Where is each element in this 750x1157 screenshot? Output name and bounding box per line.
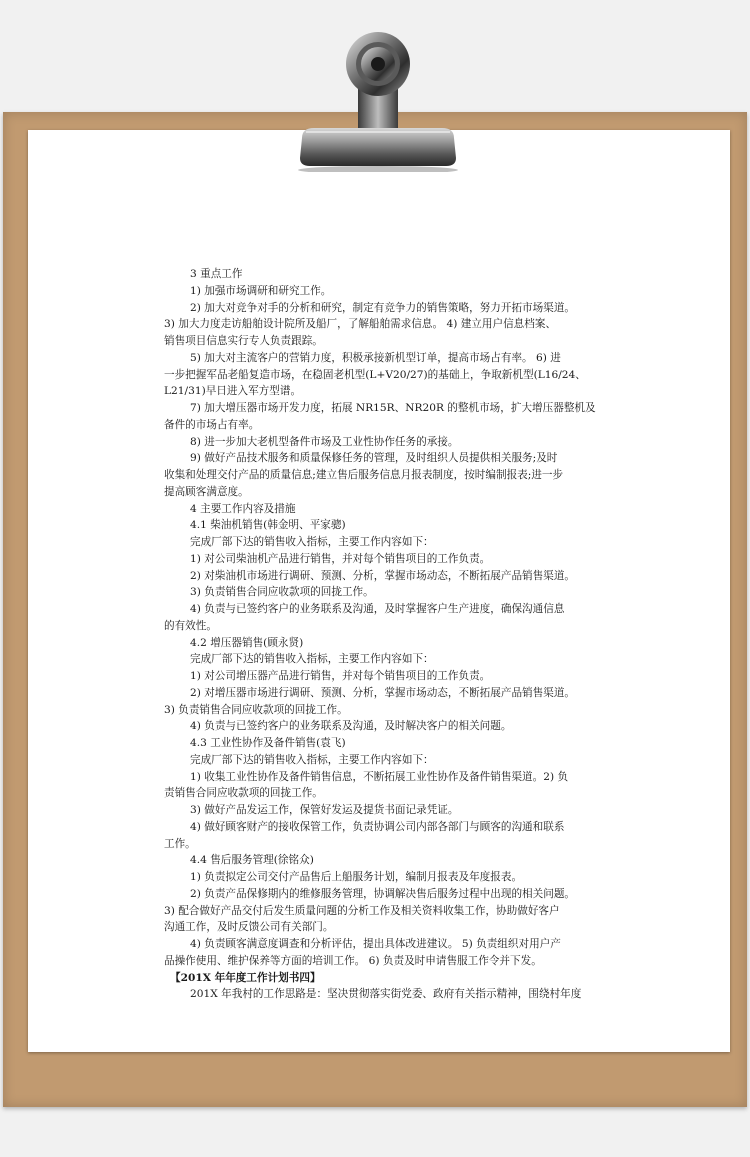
text-line: 3) 负责销售合同应收款项的回拢工作。 <box>164 703 348 716</box>
binder-clip-icon <box>290 20 466 172</box>
text-line: 3) 负责销售合同应收款项的回拢工作。 <box>190 586 374 599</box>
text-line: 责销售合同应收款项的回拢工作。 <box>164 787 323 800</box>
text-line: 9) 做好产品技术服务和质量保修任务的管理，及时组织人员提供相关服务;及时 <box>190 452 558 465</box>
text-line: 3) 配合做好产品交付后发生质量问题的分析工作及相关资料收集工作，协助做好客户 <box>164 904 560 917</box>
text-line: 4 主要工作内容及措施 <box>190 502 296 515</box>
text-line: 1) 负责拟定公司交付产品售后上船服务计划，编制月报表及年度报表。 <box>190 871 523 883</box>
text-line: 完成厂部下达的销售收入指标，主要工作内容如下： <box>190 753 434 766</box>
text-line: 一步把握军品老船复造市场，在稳固老机型(L+V20/27)的基础上，争取新机型(L16/24、 <box>164 368 586 381</box>
text-line: 1) 加强市场调研和研究工作。 <box>190 284 332 297</box>
text-line: 1) 对公司柴油机产品进行销售，并对每个销售项目的工作负责。 <box>190 552 491 565</box>
text-line: 4.2 增压器销售(顾永贤) <box>190 636 304 649</box>
text-line: L21/31)早日进入军方型谱。 <box>164 385 302 398</box>
text-line: 4.3 工业性协作及备件销售(袁飞) <box>190 737 346 749</box>
text-line: 1) 收集工业性协作及备件销售信息，不断拓展工业性协作及备件销售渠道。2) 负 <box>190 770 569 783</box>
text-line: 201X 年我村的工作思路是：坚决贯彻落实街党委、政府有关指示精神，围绕村年度 <box>190 988 582 1001</box>
text-line: 工作。 <box>164 837 196 850</box>
text-line: 2) 对柴油机市场进行调研、预测、分析，掌握市场动态，不断拓展产品销售渠道。 <box>190 569 576 582</box>
text-line: 品操作使用、维护保养等方面的培训工作。 6) 负责及时申请售服工作令并下发。 <box>164 954 542 967</box>
text-line: 完成厂部下达的销售收入指标，主要工作内容如下： <box>190 653 434 666</box>
text-line: 3 重点工作 <box>190 268 243 280</box>
text-line: 备件的市场占有率。 <box>164 418 260 431</box>
document-text <box>164 266 596 1003</box>
text-line: 2) 加大对竞争对手的分析和研究，制定有竞争力的销售策略，努力开拓市场渠道。 <box>190 301 576 314</box>
text-line: 8) 进一步加大老机型备件市场及工业性协作任务的承接。 <box>190 435 459 448</box>
text-line: 4.4 售后服务管理(徐铭众) <box>190 854 314 867</box>
text-line: 4) 负责顾客满意度调查和分析评估，提出具体改进建议。 5) 负责组织对用户产 <box>190 938 561 950</box>
text-line: 4) 负责与已签约客户的业务联系及沟通，及时掌握客户生产进度，确保沟通信息 <box>190 603 565 615</box>
section-heading: 【201X 年年度工作计划书四】 <box>170 971 321 984</box>
text-line: 1) 对公司增压器产品进行销售，并对每个销售项目的工作负责。 <box>190 670 491 682</box>
text-line: 4.1 柴油机销售(韩金明、平家骢) <box>190 519 346 532</box>
text-line: 2) 负责产品保修期内的维修服务管理，协调解决售后服务过程中出现的相关问题。 <box>190 887 576 900</box>
text-line: 沟通工作，及时反馈公司有关部门。 <box>164 921 334 934</box>
text-line: 的有效性。 <box>164 619 217 632</box>
text-line: 销售项目信息实行专人负责跟踪。 <box>164 335 323 347</box>
text-line: 3) 加大力度走访船舶设计院所及船厂，了解船舶需求信息。 4) 建立用户信息档案、 <box>164 318 557 331</box>
text-line: 提高顾客满意度。 <box>164 485 249 498</box>
text-line: 7) 加大增压器市场开发力度，拓展 NR15R、NR20R 的整机市场，扩大增压器整机及 <box>190 402 596 414</box>
text-line: 4) 负责与已签约客户的业务联系及沟通，及时解决客户的相关问题。 <box>190 720 512 733</box>
text-line: 3) 做好产品发运工作，保管好发运及提货书面记录凭证。 <box>190 804 459 816</box>
text-line: 4) 做好顾客财产的接收保管工作，负责协调公司内部各部门与顾客的沟通和联系 <box>190 820 565 833</box>
text-line: 2) 对增压器市场进行调研、预测、分析，掌握市场动态，不断拓展产品销售渠道。 <box>190 686 576 699</box>
text-line: 收集和处理交付产品的质量信息;建立售后服务信息月报表制度，按时编制报表;进一步 <box>164 469 564 481</box>
text-line: 完成厂部下达的销售收入指标，主要工作内容如下： <box>190 536 434 548</box>
text-line: 5) 加大对主流客户的营销力度，积极承接新机型订单，提高市场占有率。 6) 进 <box>190 351 561 364</box>
